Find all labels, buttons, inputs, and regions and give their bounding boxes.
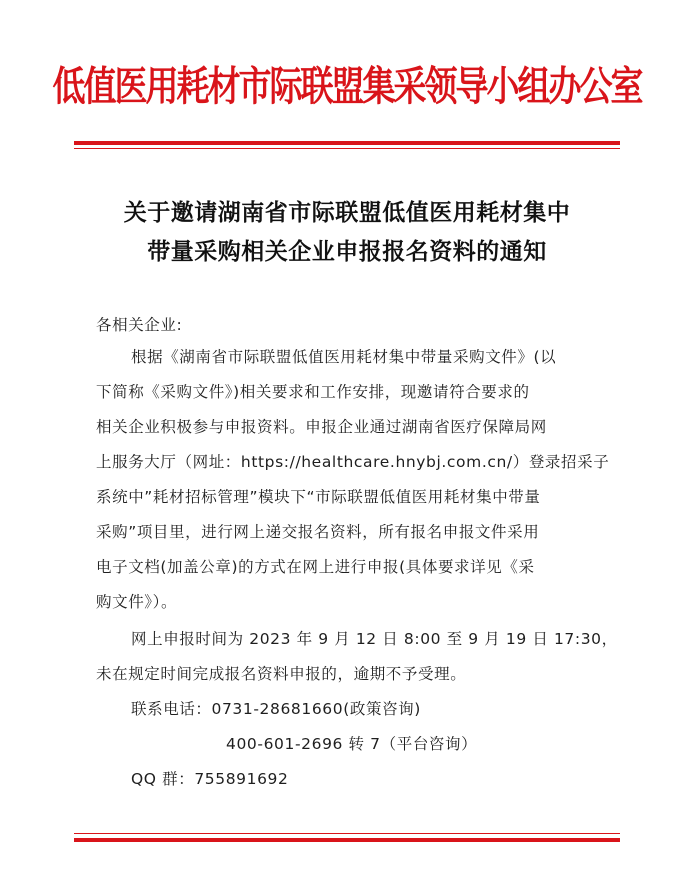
qq-group: QQ 群：755891692 [131, 770, 289, 788]
notice-title-line-1: 关于邀请湖南省市际联盟低值医用耗材集中 [123, 199, 571, 226]
paragraph-1-line: 系统中”耗材招标管理”模块下“市际联盟低值医用耗材集中带量 [96, 488, 541, 506]
paragraph-1-line: 采购”项目里，进行网上递交报名资料，所有报名申报文件采用 [96, 523, 540, 541]
paragraph-2-line: 网上申报时间为 2023 年 9 月 12 日 8:00 至 9 月 19 日 17:30， [131, 630, 618, 648]
contact-phone-policy: 联系电话：0731-28681660(政策咨询) [131, 700, 421, 718]
paragraph-1-line: 购文件》）。 [96, 593, 178, 611]
paragraph-1-line: 上服务大厅（网址：https://healthcare.hnybj.com.cn/）登录招采子 [96, 453, 610, 471]
paragraph-1-line: 相关企业积极参与申报资料。申报企业通过湖南省医疗保障局网 [96, 418, 547, 436]
header-rule-thin [74, 148, 620, 149]
header-rule-thick [74, 141, 620, 145]
notice-title-line-2: 带量采购相关企业申报报名资料的通知 [147, 238, 547, 265]
paragraph-1-line: 电子文档(加盖公章)的方式在网上进行申报(具体要求详见《采 [96, 558, 535, 576]
contact-phone-platform: 400-601-2696 转 7（平台咨询） [226, 735, 478, 753]
paragraph-1-line: 下简称《采购文件》)相关要求和工作安排，现邀请符合要求的 [96, 383, 530, 401]
paragraph-2-line: 未在规定时间完成报名资料申报的，逾期不予受理。 [96, 665, 467, 683]
footer-rule-thin [74, 833, 620, 834]
paragraph-1-line: 根据《湖南省市际联盟低值医用耗材集中带量采购文件》(以 [131, 348, 557, 366]
salutation: 各相关企业: [96, 316, 183, 334]
footer-rule-thick [74, 838, 620, 842]
issuing-office-header: 低值医用耗材市际联盟集采领导小组办公室 [52, 62, 642, 110]
